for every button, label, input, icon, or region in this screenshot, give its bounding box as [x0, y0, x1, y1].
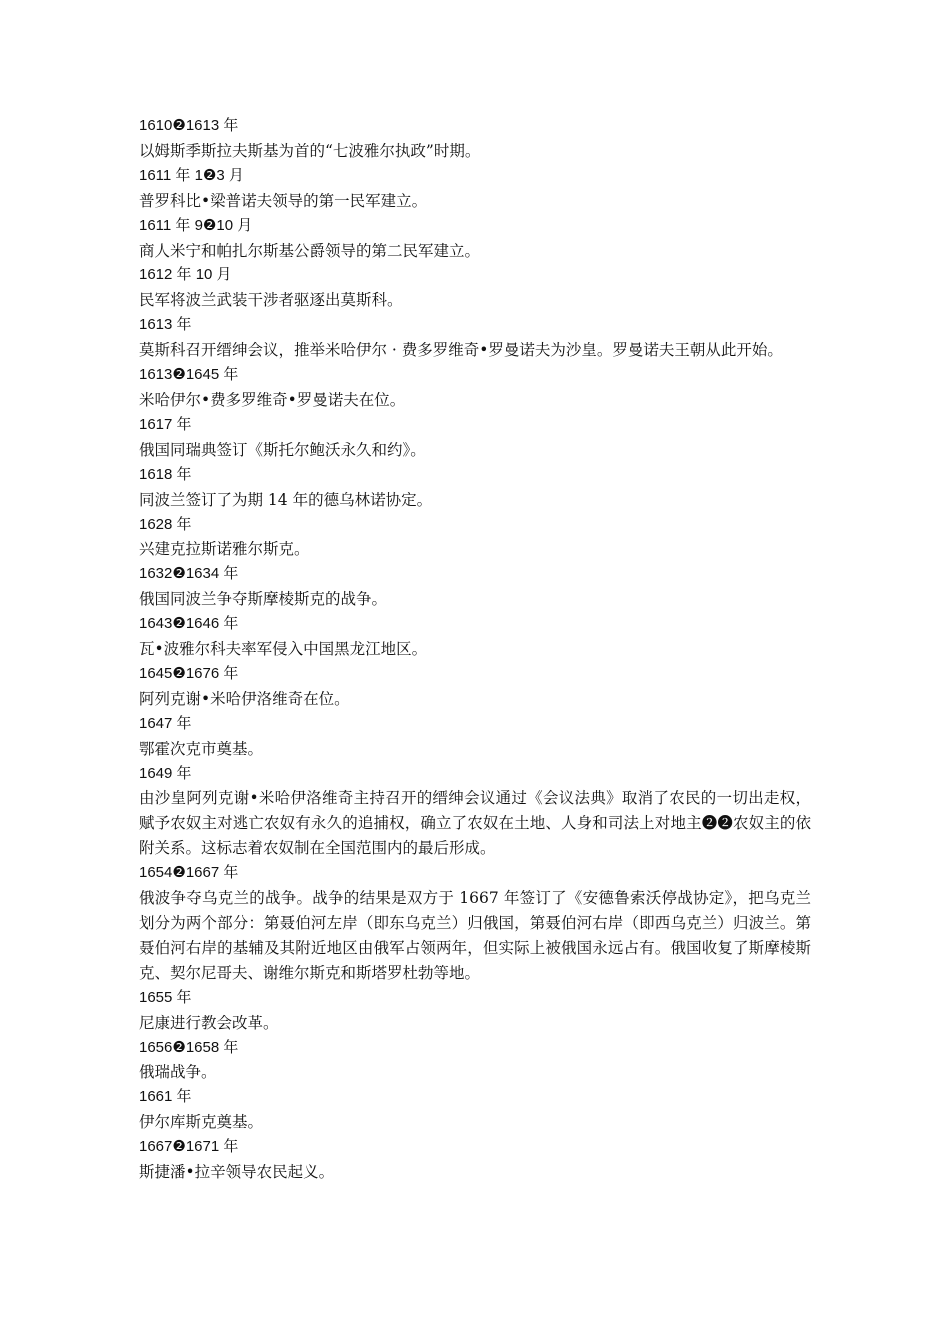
chronology-entry [139, 413, 811, 463]
entry-text: 鄂霍次克市奠基。 [139, 739, 264, 758]
chronology-entry [139, 513, 811, 563]
chronology-entry [139, 712, 811, 762]
entry-text: 俄国同波兰争夺斯摩棱斯克的战争。 [139, 590, 388, 609]
entry-date: 1611 年 1❷3 月 [139, 166, 244, 184]
chronology-entry [139, 762, 811, 862]
entry-date: 1628 年 [139, 515, 192, 533]
entry-date: 1647 年 [139, 714, 192, 732]
entry-text: 普罗科比•梁普诺夫领导的第一民军建立。 [139, 191, 428, 210]
entry-text: 斯捷潘•拉辛领导农民起义。 [139, 1163, 335, 1182]
chronology-entry [139, 463, 811, 513]
chronology-entry [139, 861, 811, 986]
entry-text: 莫斯科召开缙绅会议，推举米哈伊尔 · 费多罗维奇•罗曼诺夫为沙皇。罗曼诺夫王朝从此开始。 [139, 341, 783, 360]
entry-text: 商人米宁和帕扎尔斯基公爵领导的第二民军建立。 [139, 241, 481, 260]
chronology-entry [139, 1036, 811, 1086]
entry-date: 1667❷1671 年 [139, 1138, 239, 1156]
chronology-entry [139, 1135, 811, 1185]
entry-date: 1661 年 [139, 1088, 192, 1106]
chronology-entry [139, 164, 811, 214]
entry-date: 1613 年 [139, 316, 192, 334]
entry-text: 同波兰签订了为期 14 年的德乌林诺协定。 [139, 490, 433, 509]
entry-text: 伊尔库斯克奠基。 [139, 1113, 264, 1132]
entry-date: 1617 年 [139, 415, 192, 433]
entry-date: 1611 年 9❷10 月 [139, 216, 253, 234]
chronology-entry [139, 1085, 811, 1135]
chronology-entry [139, 263, 811, 313]
entry-date: 1613❷1645 年 [139, 366, 239, 384]
entry-date: 1643❷1646 年 [139, 615, 239, 633]
chronology-entry [139, 662, 811, 712]
entry-text: 米哈伊尔•费多罗维奇•罗曼诺夫在位。 [139, 390, 406, 409]
entry-text: 俄瑞战争。 [139, 1063, 217, 1082]
chronology-entry [139, 562, 811, 612]
entry-date: 1618 年 [139, 465, 192, 483]
entry-date: 1654❷1667 年 [139, 864, 239, 882]
chronology-list [139, 114, 811, 1185]
entry-text: 民军将波兰武装干涉者驱逐出莫斯科。 [139, 291, 403, 310]
entry-date: 1612 年 10 月 [139, 266, 232, 284]
entry-date: 1645❷1676 年 [139, 664, 239, 682]
chronology-entry [139, 612, 811, 662]
chronology-entry [139, 363, 811, 413]
entry-text: 俄国同瑞典签订《斯托尔鲍沃永久和约》。 [139, 440, 426, 459]
entry-text: 尼康进行教会改革。 [139, 1013, 279, 1032]
entry-text: 阿列克谢•米哈伊洛维奇在位。 [139, 689, 350, 708]
entry-date: 1632❷1634 年 [139, 565, 239, 583]
entry-text: 以姆斯季斯拉夫斯基为首的“七波雅尔执政”时期。 [139, 141, 481, 160]
entry-date: 1655 年 [139, 988, 192, 1006]
chronology-entry [139, 214, 811, 264]
entry-date: 1656❷1658 年 [139, 1038, 239, 1056]
entry-text: 兴建克拉斯诺雅尔斯克。 [139, 540, 310, 559]
entry-text: 俄波争夺乌克兰的战争。战争的结果是双方于 1667 年签订了《安德鲁索沃停战协定》，把乌克兰划分为两个部分：第聂伯河左岸（即东乌克兰）归俄国，第聂伯河右岸（即西乌克兰）归波兰。第聂伯河右岸的基辅及其附近地区由俄军占领两年，但实际上被俄国永远占有。俄国收复了斯摩棱斯克、契尔尼哥夫、谢维尔斯克和斯塔罗杜勃等地。 [139, 889, 811, 982]
entry-date: 1610❷1613 年 [139, 117, 239, 134]
chronology-entry [139, 114, 811, 164]
chronology-entry [139, 313, 811, 363]
chronology-entry [139, 986, 811, 1036]
entry-text: 由沙皇阿列克谢•米哈伊洛维奇主持召开的缙绅会议通过《会议法典》取消了农民的一切出走权，赋予农奴主对逃亡农奴有永久的追捕权，确立了农奴在土地、人身和司法上对地主❷❷农奴主的依附关系。这标志着农奴制在全国范围内的最后形成。 [139, 789, 811, 858]
entry-text: 瓦•波雅尔科夫率军侵入中国黑龙江地区。 [139, 640, 428, 659]
entry-date: 1649 年 [139, 764, 192, 782]
